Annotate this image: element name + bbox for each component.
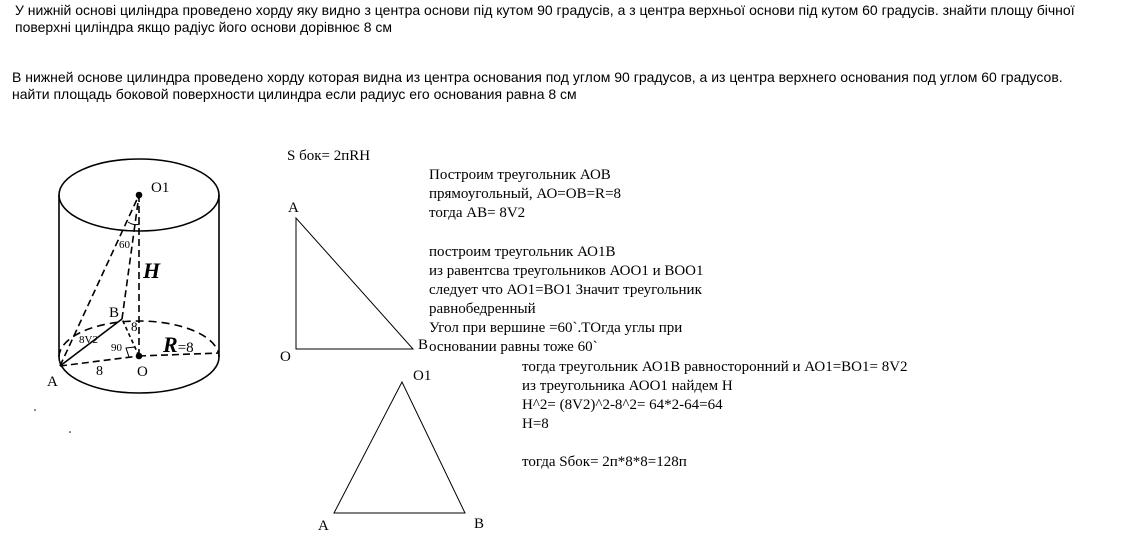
problem-ua-line-1: У нижній основі циліндра проведено хорду яку видно з центра основи під кутом 90 градусів, а з центра верхньої основи під кутом 60 градусів. знайти площу бічної	[15, 2, 1075, 18]
right-triangle-label-o: O	[280, 349, 291, 365]
right-angle-mark	[126, 347, 135, 357]
solution-line: Построим треугольник АОВ	[429, 167, 611, 183]
problem-ru-line-1: В нижней основе цилиндра проведено хорду которая видна из центра основания под углом 90 градусов, а из центра верхнего основания под углом 60 градусов.	[12, 69, 1063, 85]
solution-line: тогда АВ= 8V2	[429, 205, 526, 221]
label-r-value: =8	[177, 340, 194, 356]
solution-line: следует что АО1=ВО1 Значит треугольник	[429, 282, 702, 298]
label-o1: O1	[151, 180, 170, 196]
right-triangle-label-b: B	[418, 337, 429, 353]
equilateral-triangle-shape	[334, 382, 465, 513]
solution-line: основании равны тоже 60`	[429, 339, 598, 355]
stray-dot	[69, 431, 71, 433]
right-triangle-shape	[296, 218, 413, 349]
label-angle-60: 60	[119, 239, 130, 251]
right-triangle-aob	[280, 200, 428, 365]
solution-line: равнобедренный	[429, 301, 536, 317]
solution-line: из равентсва треугольников АОО1 и ВОО1	[429, 263, 704, 279]
label-b: B	[109, 305, 120, 321]
problem-ua-line-2: поверхні циліндра якщо радіус його основи дорівнює 8 см	[15, 19, 392, 35]
equilateral-label-o1: O1	[413, 368, 432, 384]
right-triangle-label-a: A	[288, 200, 299, 216]
stray-dot	[34, 409, 36, 411]
label-eight-base: 8	[96, 364, 103, 379]
solution-line: H^2= (8V2)^2-8^2= 64*2-64=64	[522, 397, 723, 413]
solution-line: прямоугольный, АО=ОВ=R=8	[429, 186, 622, 202]
label-h: H	[143, 258, 161, 283]
solution-line: тогда Sбок= 2п*8*8=128п	[522, 454, 687, 470]
label-angle-90: 90	[111, 342, 122, 354]
label-r-letter: R	[163, 332, 178, 357]
point-o	[137, 354, 142, 359]
label-eight-root-two: 8V2	[79, 334, 98, 346]
cylinder-figure	[59, 159, 219, 393]
solution-line: H=8	[522, 416, 549, 432]
solution-line: из треугольника АОО1 найдем Н	[522, 378, 733, 394]
problem-ru-line-2: найти площадь боковой поверхности цилиндра если радиус его основания равна 8 см	[12, 86, 577, 102]
equilateral-label-a: A	[318, 518, 329, 534]
lateral-area-formula: S бок= 2пRH	[287, 148, 371, 164]
solution-line: построим треугольник АО1В	[429, 244, 616, 260]
label-o: O	[137, 364, 148, 380]
solution-line: Угол при вершине =60`.ТОгда углы при	[429, 320, 683, 336]
solution-line: тогда треугольник АО1В равносторонний и АО1=ВО1= 8V2	[522, 359, 908, 375]
label-r	[162, 332, 194, 357]
label-a: A	[47, 374, 58, 390]
equilateral-label-b: B	[474, 516, 485, 532]
label-eight-vertical: 8	[131, 319, 138, 334]
point-o1	[137, 193, 142, 198]
equilateral-triangle-ao1b	[318, 368, 484, 534]
